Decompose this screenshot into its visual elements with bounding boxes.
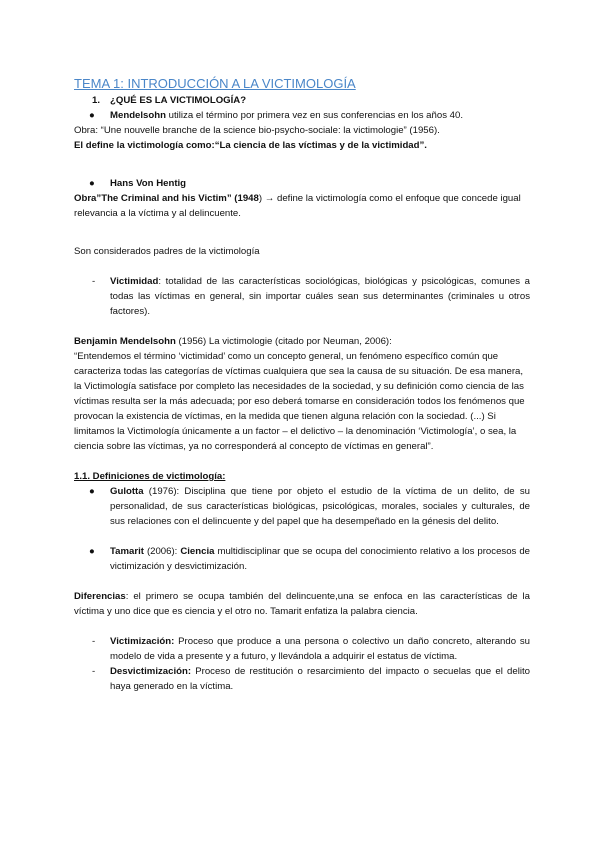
bullet-icon: ●	[89, 486, 95, 497]
term: Desvictimización:	[110, 666, 192, 677]
section-number: 1.	[92, 95, 101, 106]
bullet-mendelsohn	[74, 108, 530, 123]
dash-victimidad	[74, 274, 530, 319]
term-text: : totalidad de las características sociológicas, biológicas y psicológicas, comunes a todas las víctimas en general, sin importar cuáles sean sus determinantes (criminales u otros factores).	[110, 276, 530, 317]
bullet-icon: ●	[89, 110, 95, 121]
author-name: Tamarit	[110, 546, 144, 557]
dash-mark: -	[92, 276, 96, 287]
diferencias-paragraph: Diferencias: el primero se ocupa también del delincuente,una se enfoca en las características de la víctima y uno dice que es ciencia y el otro no. Tamarit enfatiza la palabra ciencia.	[74, 591, 530, 617]
dash-mark: -	[92, 636, 96, 647]
bullet-text: utiliza el término por primera vez en sus conferencias en los años 40.	[165, 110, 463, 121]
author-name: Hans Von Hentig	[110, 178, 187, 189]
term-text: Proceso que produce a una persona o colectivo un daño concreto, alterando su modelo de vida a presente y a futuro, y llevándola a adquirir el estatus de víctima.	[110, 636, 530, 662]
term: Victimización:	[110, 636, 175, 647]
author-name: Gulotta	[110, 486, 144, 497]
author-name: Mendelsohn	[110, 110, 166, 121]
bullet-text: (1976): Disciplina que tiene por objeto el estudio de la víctima de un delito, de su personalidad, de sus características biológicas, psicológicas, morales, sociales y culturales, de sus relaciones con el delincuente y del papel que ha desempeñado en la génesis del delito.	[110, 486, 530, 527]
term: Ciencia	[180, 546, 215, 557]
term: Victimidad	[110, 276, 159, 287]
obra-line: Obra: “Une nouvelle branche de la science bio-psycho-sociale: la victimologie” (1956).	[74, 125, 440, 136]
definition-line: El define la victimología como:“La ciencia de las víctimas y de la victimidad”.	[74, 140, 427, 151]
section-heading-1-1: 1.1. Definiciones de victimología:	[74, 471, 226, 482]
bullet-icon: ●	[89, 178, 95, 189]
bullet-hentig	[74, 176, 530, 191]
document-page	[74, 76, 530, 694]
bullet-text: multidisciplinar que se ocupa del conocimiento relativo a los procesos de victimización y desvictimización.	[110, 546, 530, 572]
hentig-obra-paragraph: Obra”The Criminal and his Victim” (1948) → define la victimología como el enfoque que concede igual relevancia a la víctima y al delincuente.	[74, 193, 521, 219]
quote-text: “Entendemos el término ‘victimidad’ como un concepto general, un fenómeno específico común que caracteriza todas las categorías de víctimas cualquiera que sea la causa de su situación. De esa manera, la Victimología satisface por completo las necesidades de la sociedad, y su definición como ciencia de las víctimas resulta ser la más adecuada; por eso deberá tomarse en consideración todos los fenómenos que provocan la existencia de víctimas, en la medida que tienen alguna relación con la sociedad. (...) Si limitamos la Victimología únicamente a un factor – el delictivo – la denominación ‘Victimología’, o sea, la ciencia sobre las víctimas, ya no corresponderá al concepto de víctimas en general”.	[74, 351, 525, 452]
dash-victimizacion	[74, 634, 530, 664]
bullet-icon: ●	[89, 546, 95, 557]
dash-desvictimizacion	[74, 664, 530, 694]
page-title: TEMA 1: INTRODUCCIÓN A LA VICTIMOLOGÍA	[74, 76, 356, 91]
padres-line: Son considerados padres de la victimología	[74, 246, 260, 257]
dash-mark: -	[92, 666, 96, 677]
term-text: Proceso de restitución o resarcimiento del impacto o secuelas que el delito haya generado en la víctima.	[110, 666, 530, 692]
quote-source: Benjamin Mendelsohn (1956) La victimologie (citado por Neuman, 2006):	[74, 336, 392, 347]
bullet-gulotta	[74, 484, 530, 529]
bullet-tamarit: ● Tamarit (2006): Ciencia multidisciplinar que se ocupa del conocimiento relativo a los procesos de victimización y desvictimización.	[89, 546, 530, 572]
section-heading-1	[92, 93, 530, 108]
section-label: ¿QUÉ ES LA VICTIMOLOGÍA?	[110, 95, 247, 106]
